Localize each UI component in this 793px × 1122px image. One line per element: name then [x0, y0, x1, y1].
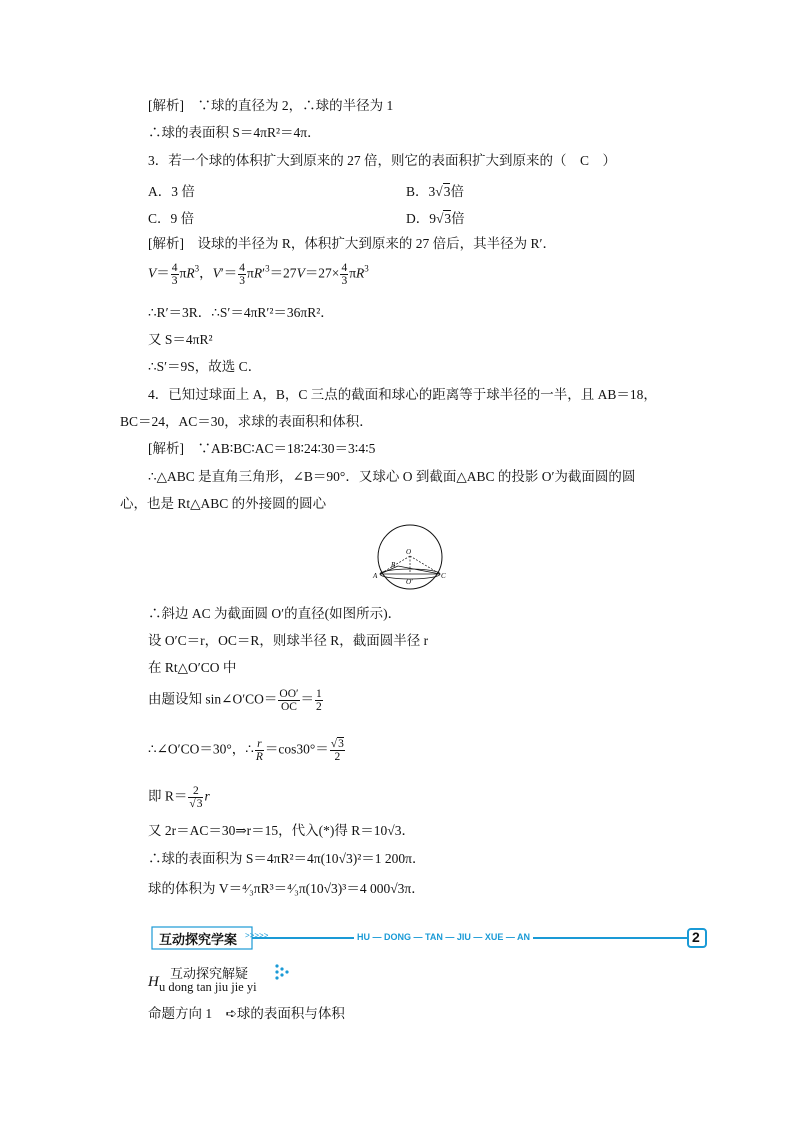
solution-3-line-3: ∴R′＝3R．∴S′＝4πR′²＝36πR²． — [148, 305, 334, 320]
solution-4-line-11: ∴球的表面积为 S＝4πR²＝4π(10√3)²＝1 200π． — [148, 851, 426, 866]
question-4-line-2: BC＝24，AC＝30，求球的表面积和体积． — [120, 414, 373, 429]
solution-2-line-1: [解析] ∵球的直径为 2，∴球的半径为 1 — [148, 98, 394, 113]
banner-number: 2 — [692, 929, 700, 945]
sub-title: 互动探究解疑 — [170, 966, 249, 981]
solution-3-line-4: 又 S＝4πR² — [148, 332, 213, 347]
sphere-diagram — [372, 522, 448, 594]
solution-4-sin-line: 由题设知 sin∠O′CO＝ $\frac{OO'}{OC}$ ＝ $\frac{1}{2}$ — [148, 688, 322, 713]
sub-heading — [148, 962, 348, 998]
solution-3-line-1: [解析] 设球的半径为 R，体积扩大到原来的 27 倍后，其半径为 R′． — [148, 236, 556, 251]
banner-title: 互动探究学案 — [159, 932, 238, 947]
solution-4-r-line: 即 R＝ $\frac{2}{√3}$ r — [148, 785, 210, 810]
label-o: O — [406, 548, 412, 556]
sub-pinyin-cap: H — [148, 974, 159, 990]
option-a: A．3 倍 — [148, 184, 195, 199]
solution-4-line-5: 设 O′C＝r，OC＝R，则球半径 R，截面圆半径 r — [148, 633, 429, 648]
label-a: A — [373, 572, 378, 580]
topic-line: 命题方向 1 ➪球的表面积与体积 — [148, 1006, 345, 1021]
question-3: 3．若一个球的体积扩大到原来的 27 倍，则它的表面积扩大到原来的（ C ） — [148, 153, 617, 168]
banner-arrows: >>>>> — [245, 931, 269, 940]
solution-2-line-2: ∴球的表面积 S＝4πR²＝4π． — [148, 125, 321, 140]
sub-pinyin: u dong tan jiu jie yi — [159, 980, 257, 994]
solution-4-line-12: 球的体积为 V＝⁴⁄₃πR³＝⁴⁄₃π(10√3)³＝4 000√3π． — [148, 881, 425, 896]
label-b: B — [391, 561, 396, 569]
solution-4-line-4: ∴斜边 AC 为截面圆 O′的直径(如图所示)． — [148, 606, 402, 621]
solution-4-line-1: [解析] ∵AB∶BC∶AC＝18∶24∶30＝3∶4∶5 — [148, 441, 376, 456]
option-c: C．9 倍 — [148, 211, 195, 226]
question-4-line-1: 4．已知过球面上 A，B，C 三点的截面和球心的距离等于球半径的一半，且 AB＝18， — [148, 387, 657, 402]
solution-4-line-2: ∴△ABC 是直角三角形，∠B＝90°．又球心 O 到截面△ABC 的投影 O′为截面圆的圆 — [148, 469, 636, 484]
option-d: D．9√3倍 — [406, 211, 465, 226]
solution-3-formula: V＝ $\frac{4}{3}$ $\pi R^3$，V′＝ $\frac{4}{3}$ $\pi R'^3=27V=27\times$ $\frac{4}{3}$ $\pi R^3$ — [148, 262, 369, 287]
solution-4-cos-line: ∴∠O′CO＝30°，∴ $\frac{r}{R}$ ＝cos30°＝ $\frac{√3}{2}$ — [148, 738, 344, 763]
label-o-prime: O′ — [406, 578, 413, 586]
section-banner — [148, 924, 711, 952]
banner-pinyin: HU — DONG — TAN — JIU — XUE — AN — [354, 932, 533, 942]
solution-4-line-10: 又 2r＝AC＝30⇒r＝15，代入(*)得 R＝10√3． — [148, 823, 415, 838]
label-c: C — [441, 572, 446, 580]
solution-4-line-3: 心，也是 Rt△ABC 的外接圆的圆心 — [120, 496, 327, 511]
solution-3-line-5: ∴S′＝9S，故选 C． — [148, 359, 262, 374]
option-b: B．3√3倍 — [406, 184, 464, 199]
chevron-icon — [274, 962, 290, 986]
solution-4-line-6: 在 Rt△O′CO 中 — [148, 660, 237, 675]
